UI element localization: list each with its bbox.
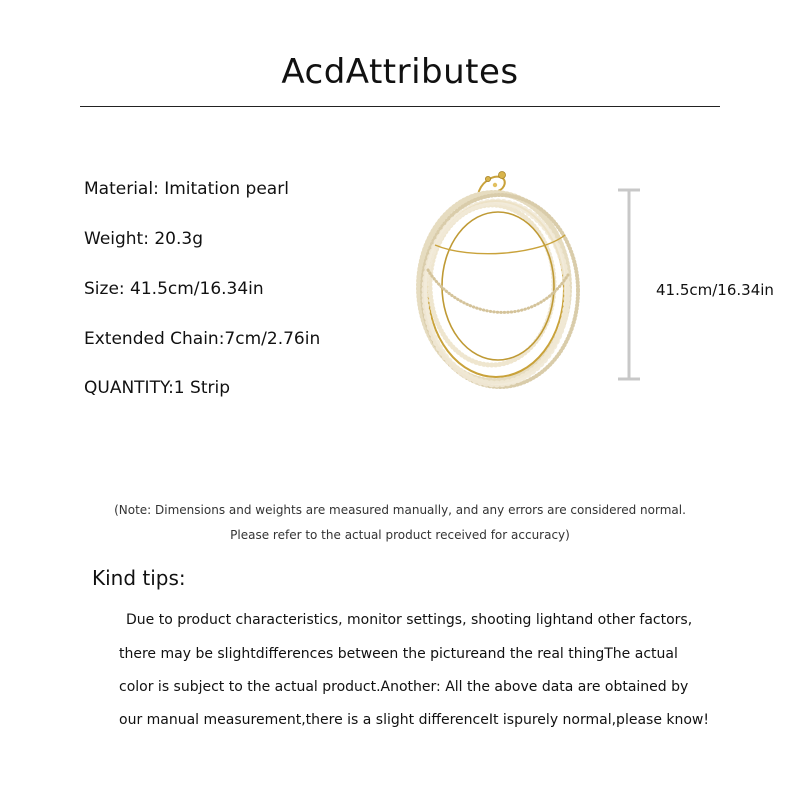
page-title: AcdAttributes xyxy=(281,52,519,92)
tips-line-4: our manual measurement,there is a slight differenceIt ispurely normal,please know! xyxy=(119,712,709,728)
attribute-quantity: QUANTITY:1 Strip xyxy=(84,378,230,398)
tips-line-3: color is subject to the actual product.Another: All the above data are obtained by xyxy=(119,679,689,695)
note-line-2: Please refer to the actual product received for accuracy) xyxy=(230,528,570,542)
note-line-1: (Note: Dimensions and weights are measured manually, and any errors are considered normal. xyxy=(114,503,686,517)
tips-line-2: there may be slightdifferences between the pictureand the real thingThe actual xyxy=(119,646,678,662)
attribute-material: Material: Imitation pearl xyxy=(84,179,289,199)
necklace-product-image xyxy=(400,165,600,395)
attribute-extended-chain: Extended Chain:7cm/2.76in xyxy=(84,329,321,349)
attribute-size: Size: 41.5cm/16.34in xyxy=(84,279,264,299)
tips-line-1: Due to product characteristics, monitor settings, shooting lightand other factors, xyxy=(126,612,693,628)
kind-tips-heading: Kind tips: xyxy=(92,566,186,590)
title-divider xyxy=(80,106,720,107)
attribute-weight: Weight: 20.3g xyxy=(84,229,203,249)
size-ruler xyxy=(610,188,650,383)
size-ruler-label: 41.5cm/16.34in xyxy=(656,281,774,299)
